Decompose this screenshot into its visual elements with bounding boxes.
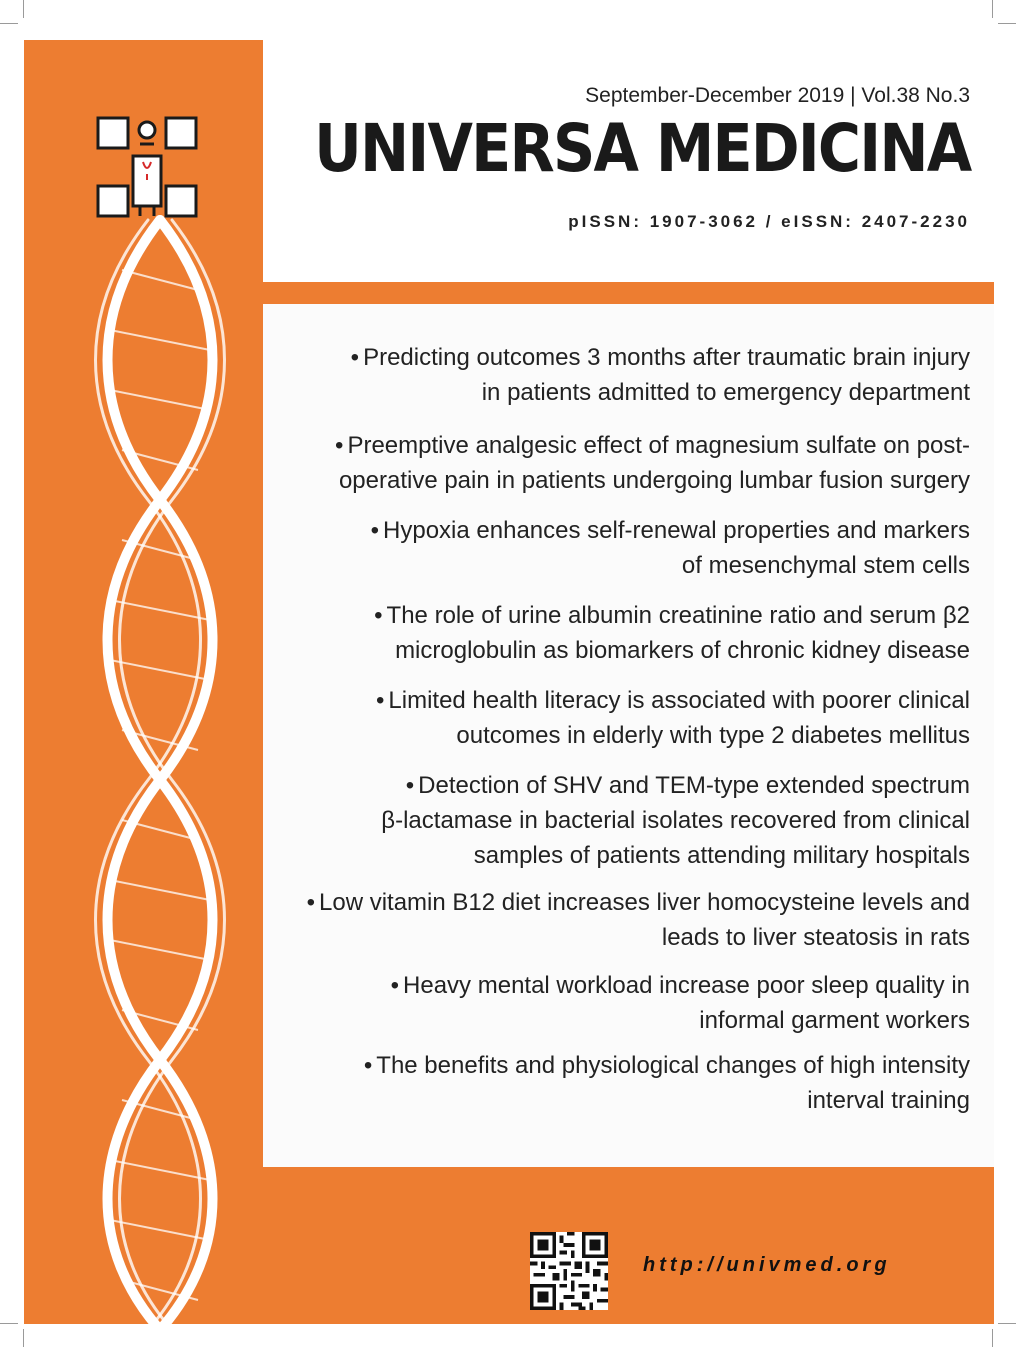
article-item — [275, 768, 970, 873]
article-title-line: of mesenchymal stem cells — [681, 552, 970, 579]
bullet: • — [306, 889, 315, 916]
article-title-line: Low vitamin B12 diet increases liver homocysteine levels and — [319, 889, 970, 916]
article-item — [275, 428, 970, 498]
article-item — [275, 513, 970, 583]
header-divider-bar — [263, 282, 994, 304]
article-title-line: Detection of SHV and TEM-type extended spectrum — [418, 772, 970, 799]
crop-mark — [23, 0, 24, 18]
bullet: • — [375, 687, 385, 714]
bullet: • — [363, 1052, 373, 1079]
article-title-line: Hypoxia enhances self-renewal properties and markers — [383, 517, 970, 544]
bullet: • — [335, 432, 344, 459]
dna-helix-illustration — [60, 180, 260, 1330]
bullet: • — [374, 602, 383, 629]
crop-mark — [23, 1329, 24, 1347]
crop-mark — [998, 23, 1016, 24]
article-title-line: informal garment workers — [699, 1007, 970, 1034]
article-title-line: The benefits and physiological changes of high intensity — [376, 1052, 970, 1079]
article-title-line: interval training — [807, 1087, 970, 1114]
article-item — [275, 968, 970, 1038]
qr-code — [530, 1232, 608, 1310]
article-title-line: β-lactamase in bacterial isolates recovered from clinical — [381, 807, 970, 834]
article-title-line: operative pain in patients undergoing lumbar fusion surgery — [338, 467, 970, 494]
issue-info: September-December 2019 | Vol.38 No.3 — [585, 84, 970, 107]
article-item — [275, 885, 970, 955]
article-item — [275, 340, 970, 410]
article-title-line: Limited health literacy is associated with poorer clinical — [388, 687, 970, 714]
crop-mark — [0, 1323, 18, 1324]
article-title-line: samples of patients attending military hospitals — [473, 842, 970, 869]
website-link[interactable]: http://univmed.org — [643, 1254, 891, 1276]
article-title-line: microglobulin as biomarkers of chronic kidney disease — [395, 637, 970, 664]
article-title-line: Preemptive analgesic effect of magnesium sulfate on post- — [347, 432, 970, 459]
article-title-line: Heavy mental workload increase poor sleep quality in — [403, 972, 970, 999]
article-item — [275, 683, 970, 753]
bullet: • — [405, 772, 415, 799]
journal-title: UNIVERSA MEDICINA — [313, 110, 970, 187]
footer-orange-band — [263, 1167, 994, 1324]
bullet: • — [350, 344, 360, 371]
crop-mark — [992, 1329, 993, 1347]
article-title-line: outcomes in elderly with type 2 diabetes mellitus — [456, 722, 970, 749]
issn-numbers: pISSN: 1907-3062 / eISSN: 2407-2230 — [568, 212, 970, 231]
journal-logo — [96, 116, 198, 218]
crop-mark — [998, 1323, 1016, 1324]
article-list — [275, 340, 970, 1118]
crop-mark — [992, 0, 993, 18]
article-title-line: leads to liver steatosis in rats — [661, 924, 970, 951]
article-item — [275, 598, 970, 668]
crop-mark — [0, 23, 18, 24]
bullet: • — [390, 972, 400, 999]
bullet: • — [370, 517, 380, 544]
article-title-line: in patients admitted to emergency department — [481, 379, 970, 406]
article-title-line: The role of urine albumin creatinine ratio and serum β2 — [386, 602, 970, 629]
article-title-line: Predicting outcomes 3 months after traumatic brain injury — [363, 344, 970, 371]
article-item — [275, 1048, 970, 1118]
